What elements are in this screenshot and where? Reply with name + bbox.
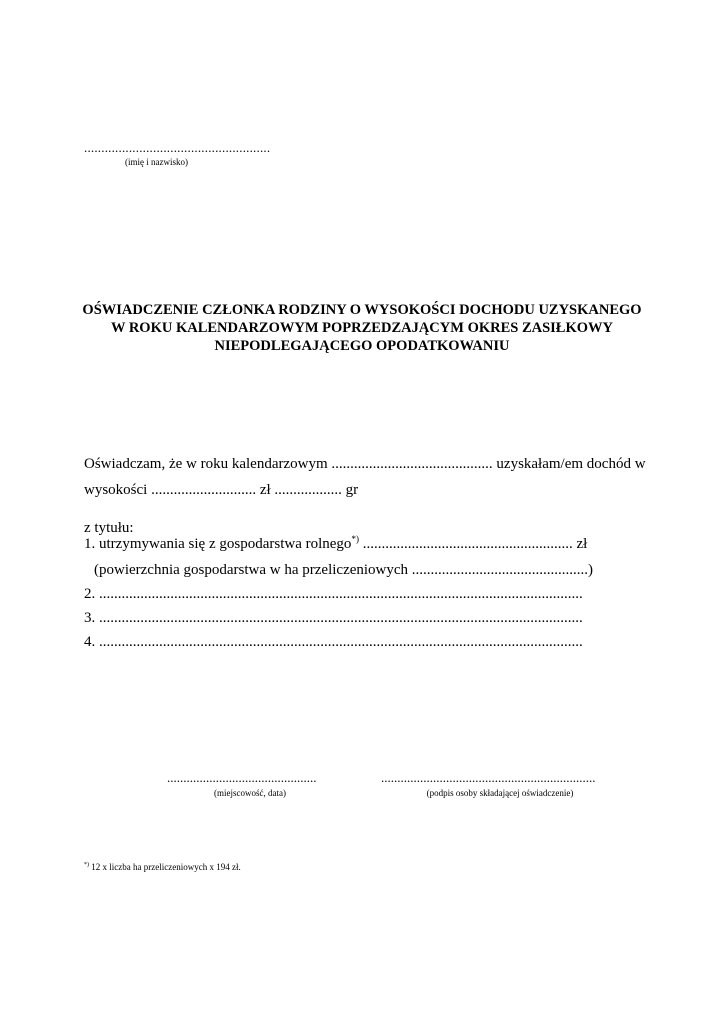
income-item-1 [84,536,587,553]
document-title [0,301,724,355]
income-item-1-text: 1. utrzymywania się z gospodarstwa rolnego [84,536,352,552]
title-of-income-label: z tytułu: [84,520,134,536]
title-line-1: OŚWIADCZENIE CZŁONKA RODZINY O WYSOKOŚCI DOCHODU UZYSKANEGO [82,302,642,318]
signature-dots: .................................................................. [381,770,596,785]
income-item-1-amount: ........................................................ zł [358,536,588,552]
title-line-3: NIEPODLEGAJĄCEGO OPODATKOWANIU [214,338,510,354]
farm-area-line: (powierzchnia gospodarstwa w ha przeliczeniowych ...............................................) [94,562,594,578]
declaration-line-2: wysokości ............................ zł .................. gr [84,482,359,498]
title-line-2: W ROKU KALENDARZOWYM POPRZEDZAJĄCYM OKRES ZASIŁKOWY [110,320,614,336]
place-date-dots: .............................................. [167,770,317,785]
income-item-4: 4. ................................................................................................................................. [84,634,583,650]
footnote-text: 12 x liczba ha przeliczeniowych x 194 zł. [89,862,241,872]
footnote-marker: *) [351,534,359,544]
name-field-label: (imię i nazwisko) [125,157,188,167]
income-item-3: 3. ................................................................................................................................. [84,610,583,626]
name-field-dots: ...................................................... [84,140,271,155]
place-date-label: (miejscowość, data) [214,788,286,798]
income-item-2: 2. ................................................................................................................................. [84,586,583,602]
declaration-line-1: Oświadczam, że w roku kalendarzowym ........................................... uzyskałam/em dochód w [84,456,646,472]
footnote-mark: *) [84,862,89,868]
signature-label: (podpis osoby składającej oświadczenie) [426,788,574,798]
footnote [84,862,241,872]
